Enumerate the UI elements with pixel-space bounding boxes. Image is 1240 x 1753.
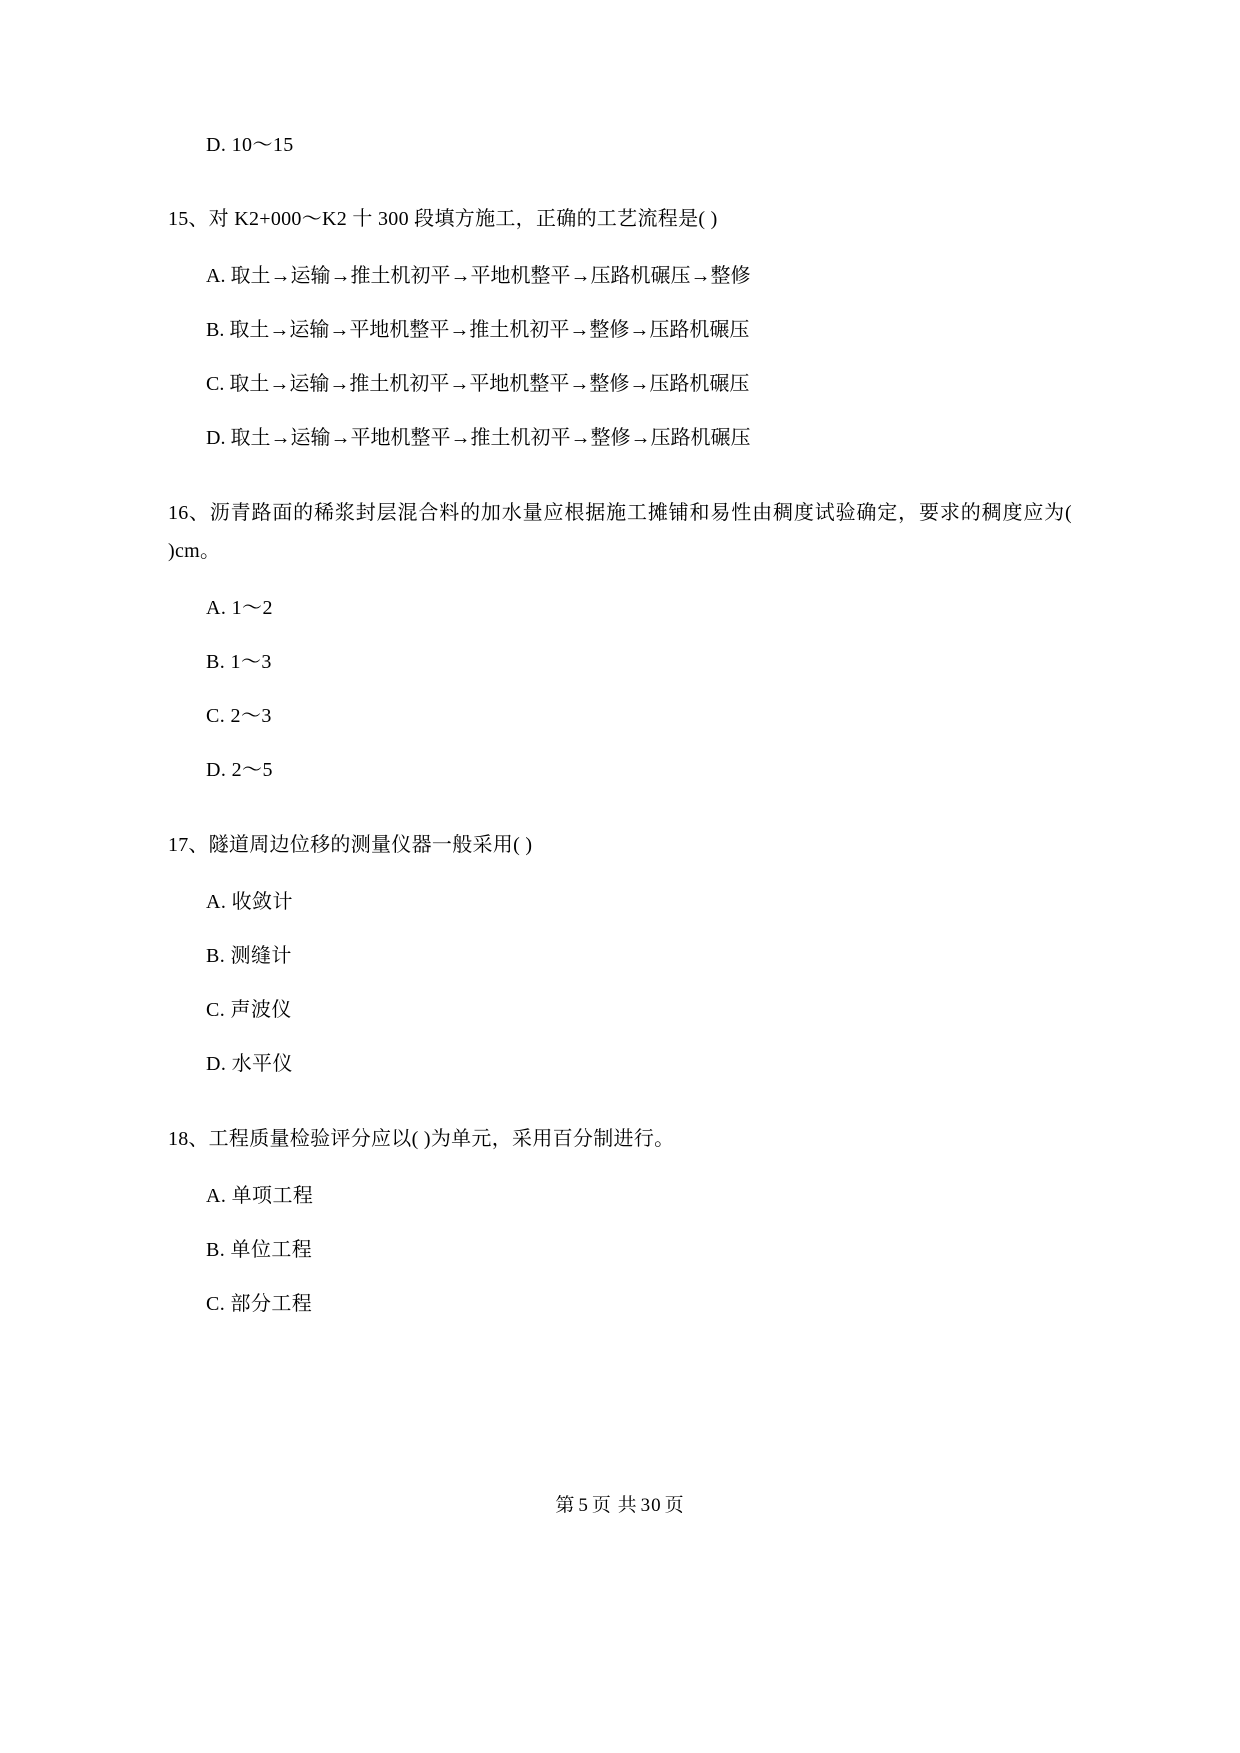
option-d[interactable]: D. 取土→运输→平地机整平→推土机初平→整修→压路机碾压 xyxy=(206,427,751,449)
question-block-17 xyxy=(168,826,1072,1080)
option-c[interactable]: C. 部分工程 xyxy=(206,1293,313,1315)
page-footer xyxy=(0,1490,1240,1517)
question-stem xyxy=(168,494,1072,570)
question-text: 沥青路面的稀浆封层混合料的加水量应根据施工摊铺和易性由稠度试验确定，要求的稠度应为( )cm。 xyxy=(168,502,1072,562)
question-number: 17、 xyxy=(168,834,209,856)
footer-prefix: 第 xyxy=(555,1495,576,1516)
option-d[interactable]: D. 水平仪 xyxy=(206,1053,293,1075)
dangling-option: D. 10～15 xyxy=(206,134,294,156)
question-block-16 xyxy=(168,494,1072,786)
option-list xyxy=(168,886,1072,1080)
question-stem xyxy=(168,826,1072,864)
option-b[interactable]: B. 测缝计 xyxy=(206,945,292,967)
footer-middle: 页 共 xyxy=(591,1495,638,1516)
question-block-15 xyxy=(168,200,1072,454)
option-list xyxy=(168,260,1072,454)
question-text: 工程质量检验评分应以( )为单元，采用百分制进行。 xyxy=(208,1128,675,1150)
question-text: 对 K2+000～K2 十 300 段填方施工，正确的工艺流程是( ) xyxy=(208,208,718,230)
question-stem xyxy=(168,1120,1072,1158)
question-number: 18、 xyxy=(168,1128,209,1150)
option-c[interactable]: C. 2～3 xyxy=(206,705,272,727)
option-list xyxy=(168,1180,1072,1320)
option-b[interactable]: B. 1～3 xyxy=(206,651,272,673)
option-d[interactable]: D. 2～5 xyxy=(206,759,273,781)
option-c[interactable]: C. 声波仪 xyxy=(206,999,292,1021)
question-number: 15、 xyxy=(168,208,209,230)
option-list xyxy=(168,592,1072,786)
footer-suffix: 页 xyxy=(664,1495,685,1516)
option-b[interactable]: B. 取土→运输→平地机整平→推土机初平→整修→压路机碾压 xyxy=(206,319,750,341)
question-block-18 xyxy=(168,1120,1072,1320)
option-b[interactable]: B. 单位工程 xyxy=(206,1239,313,1261)
option-a[interactable]: A. 单项工程 xyxy=(206,1185,314,1207)
footer-total-pages: 30 xyxy=(640,1495,662,1516)
footer-current-page: 5 xyxy=(578,1495,589,1516)
option-a[interactable]: A. 收敛计 xyxy=(206,891,293,913)
question-stem xyxy=(168,200,1072,238)
option-a[interactable]: A. 1～2 xyxy=(206,597,273,619)
option-c[interactable]: C. 取土→运输→推土机初平→平地机整平→整修→压路机碾压 xyxy=(206,373,750,395)
question-number: 16、 xyxy=(168,502,210,524)
question-text: 隧道周边位移的测量仪器一般采用( ) xyxy=(208,834,533,856)
option-a[interactable]: A. 取土→运输→推土机初平→平地机整平→压路机碾压→整修 xyxy=(206,265,751,287)
